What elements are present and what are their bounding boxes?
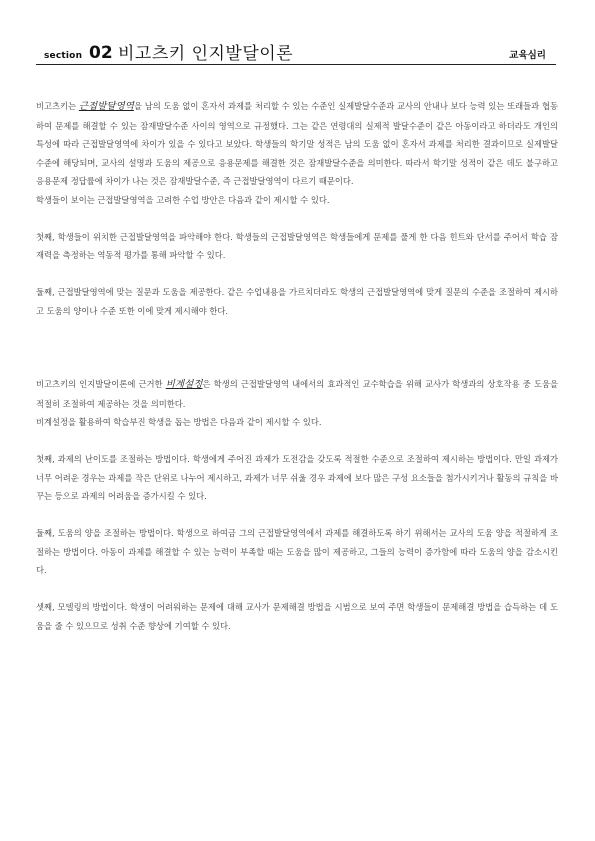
section-number: 02 <box>89 43 113 63</box>
zpd-intro-before: 비고츠키는 <box>36 101 79 111</box>
document-body <box>36 97 558 635</box>
page-title: 비고츠키 인지발달이론 <box>118 44 294 64</box>
zpd-intro-after: 을 남의 도움 없이 혼자서 과제를 처리할 수 있는 수준인 실제발달수준과 교사의 안내나 보다 능력 있는 또래들과 협동하여 문제를 해결할 수 있는 잠재발달수준 사이의 영역으로 규정했다. 그는 같은 연령대의 실제적 발달수준이 같은 아동이라고 하더라도 개인의 특성에 따라 근접발달영역에 차이가 있을 수 있다고 보았다. 학생들의 학기말 성적은 남의 도움 없이 혼자서 과제를 처리한 결과이므로 실제발달수준에 해당되며, 교사의 설명과 도움의 제공으로 응용문제를 해결한 것은 잠재발달수준을 의미한다. 따라서 학기말 성적이 같은 데도 불구하고 응용문제 정답률에 차이가 나는 것은 잠재발달수준, 즉 근접발달영역이 다르기 때문이다. <box>36 101 558 186</box>
zpd-second-paragraph: 둘째, 근접발달영역에 맞는 질문과 도움을 제공한다. 같은 수업내용을 가르치더라도 학생의 근접발달영역에 맞게 질문의 수준을 조절하여 제시하고 도움의 양이나 수준 또한 이에 맞게 제시해야 한다. <box>36 287 558 316</box>
scaffolding-lead-paragraph: 비계설정을 활용하여 학습부진 학생을 돕는 방법은 다음과 같이 제시할 수 있다. <box>36 417 322 427</box>
subject-label: 교육심리 <box>509 50 546 61</box>
zpd-intro-paragraph <box>36 97 558 191</box>
section-label: section <box>44 51 83 61</box>
page-header <box>36 40 556 65</box>
scaffolding-intro-after: 은 학생의 근접발달영역 내에서의 효과적인 교수학습을 위해 교사가 학생과의 상호작용 중 도움을 적절히 조절하여 제공하는 것을 의미한다. <box>36 379 558 409</box>
scaffolding-first-paragraph: 첫째, 과제의 난이도를 조절하는 방법이다. 학생에게 주어진 과제가 도전감을 갖도록 적절한 수준으로 조절하여 제시하는 방법이다. 만일 과제가 너무 어려운 경우는 과제를 작은 단위로 나누어 제시하고, 과제가 너무 쉬울 경우 과제에 보다 많은 구성 요소들을 첨가시키거나 활동의 규칙을 바꾸는 등으로 과제의 어려움을 증가시킬 수 있다. <box>36 454 558 501</box>
scaffolding-third-paragraph: 셋째, 모델링의 방법이다. 학생이 어려워하는 문제에 대해 교사가 문제해결 방법을 시범으로 보여 주면 학생들이 문제해결 방법을 습득하는 데 도움을 줄 수 있으므로 성취 수준 향상에 기여할 수 있다. <box>36 602 558 631</box>
scaffolding-intro-paragraph <box>36 375 558 413</box>
zpd-first-paragraph: 첫째, 학생들이 위치한 근접발달영역을 파악해야 한다. 학생들의 근접발달영역은 학생들에게 문제를 풀게 한 다음 힌트와 단서를 주어서 학습 잠재력을 측정하는 역동적 평가를 통해 파악할 수 있다. <box>36 231 558 260</box>
scaffolding-intro-before: 비고츠키의 인지발달이론에 근거한 <box>36 379 166 389</box>
scaffolding-term: 비계설정 <box>165 379 203 390</box>
zpd-lead-paragraph: 학생들이 보이는 근접발달영역을 고려한 수업 방안은 다음과 같이 제시할 수 있다. <box>36 194 330 205</box>
zpd-term: 근접발달영역 <box>78 101 134 112</box>
scaffolding-second-paragraph: 둘째, 도움의 양을 조절하는 방법이다. 학생으로 하여금 그의 근접발달영역에서 과제를 해결하도록 하기 위해서는 교사의 도움 양을 적절하게 조절하는 방법이다. 아동이 과제를 해결할 수 있는 능력이 부족할 때는 도움을 많이 제공하고, 그들의 능력이 증가함에 따라 도움의 양을 감소시킨다. <box>36 528 558 575</box>
